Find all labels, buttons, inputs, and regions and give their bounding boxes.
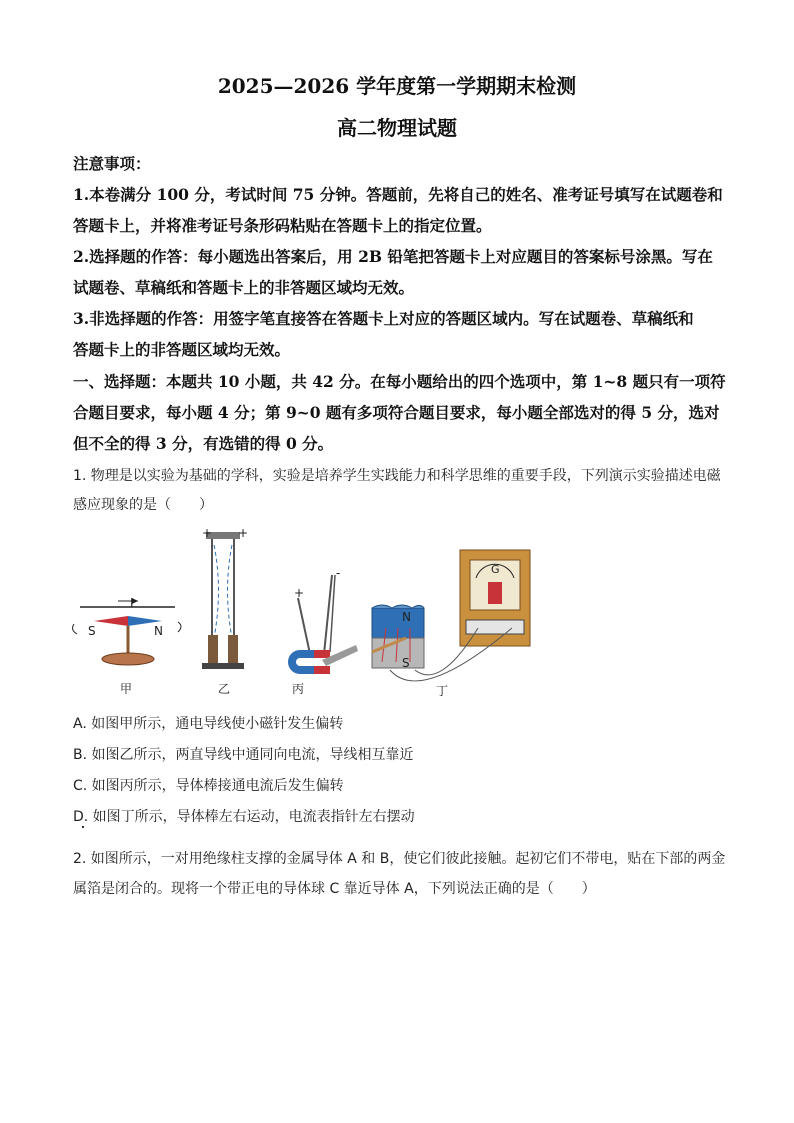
exam-title: 2025—2026 学年度第一学期期末检测 xyxy=(217,74,577,98)
plus-label: + xyxy=(202,526,213,540)
option-d: D. 如图丁所示，导体棒左右运动，电流表指针左右摆动 xyxy=(73,809,415,825)
question-2-stem: 2. 如图所示，一对用绝缘柱支撑的金属导体 A 和 B，使它们彼此接触。起初它们不带电，贴在下部的两金 xyxy=(73,851,726,867)
south-pole-label: S xyxy=(88,624,96,638)
exam-subtitle: 高二物理试题 xyxy=(337,116,457,140)
notice-line: 答题卡上，并将准考证号条形码粘贴在答题卡上的指定位置。 xyxy=(73,216,492,235)
notice-line: 2.选择题的作答：每小题选出答案后，用 2B 铅笔把答题卡上对应题目的答案标号涂黑。写在 xyxy=(73,247,713,266)
north-pole-label: N xyxy=(154,624,163,638)
question-1-stem: 1. 物理是以实验为基础的学科，实验是培养学生实践能力和科学思维的重要手段，下列演示实验描述电磁 xyxy=(73,468,721,484)
question-1-stem: 感应现象的是（ ） xyxy=(73,497,213,513)
notice-heading: 注意事项： xyxy=(73,154,151,173)
north-pole-label: N xyxy=(402,610,411,624)
minus-label: - xyxy=(336,566,341,580)
question-2-stem: 属箔是闭合的。现将一个带正电的导体球 C 靠近导体 A，下列说法正确的是（ ） xyxy=(73,881,596,897)
south-pole-label: S xyxy=(402,656,410,670)
section-intro-line: 一、选择题：本题共 10 小题，共 42 分。在每小题给出的四个选项中，第 1~8 题只有一项符 xyxy=(73,372,726,391)
figure-label-yi: 乙 xyxy=(218,682,231,696)
option-b: B. 如图乙所示，两直导线中通同向电流，导线相互靠近 xyxy=(73,747,414,763)
plus-label: + xyxy=(294,586,305,600)
figure-label-ding: 丁 xyxy=(436,684,449,698)
figure-ding-galvanometer xyxy=(372,550,530,681)
figure-label-jia: 甲 xyxy=(120,682,133,696)
figure-yi-parallel-wires xyxy=(202,532,244,669)
section-intro-line: 合题目要求，每小题 4 分；第 9~0 题有多项符合题目要求，每小题全部选对的得 5 分，选对 xyxy=(73,403,720,422)
notice-line: 1.本卷满分 100 分，考试时间 75 分钟。答题前，先将自己的姓名、准考证号填写在试题卷和 xyxy=(73,185,723,204)
figure-label-bing: 丙 xyxy=(292,682,305,696)
current-label: I xyxy=(130,596,134,610)
galvanometer-label: G xyxy=(491,563,500,576)
stray-dot xyxy=(82,826,84,828)
option-c: C. 如图丙所示，导体棒接通电流后发生偏转 xyxy=(73,778,344,794)
experiment-figures xyxy=(60,520,550,700)
option-a: A. 如图甲所示，通电导线使小磁针发生偏转 xyxy=(73,716,344,732)
notice-line: 3.非选择题的作答：用签字笔直接答在答题卡上对应的答题区域内。写在试题卷、草稿纸和 xyxy=(73,309,694,328)
notice-line: 答题卡上的非答题区域均无效。 xyxy=(73,340,291,359)
notice-line: 试题卷、草稿纸和答题卡上的非答题区域均无效。 xyxy=(73,278,415,297)
experiment-figures-svg xyxy=(60,520,550,700)
plus-label: + xyxy=(238,526,249,540)
section-intro-line: 但不全的得 3 分，有选错的得 0 分。 xyxy=(73,434,334,453)
